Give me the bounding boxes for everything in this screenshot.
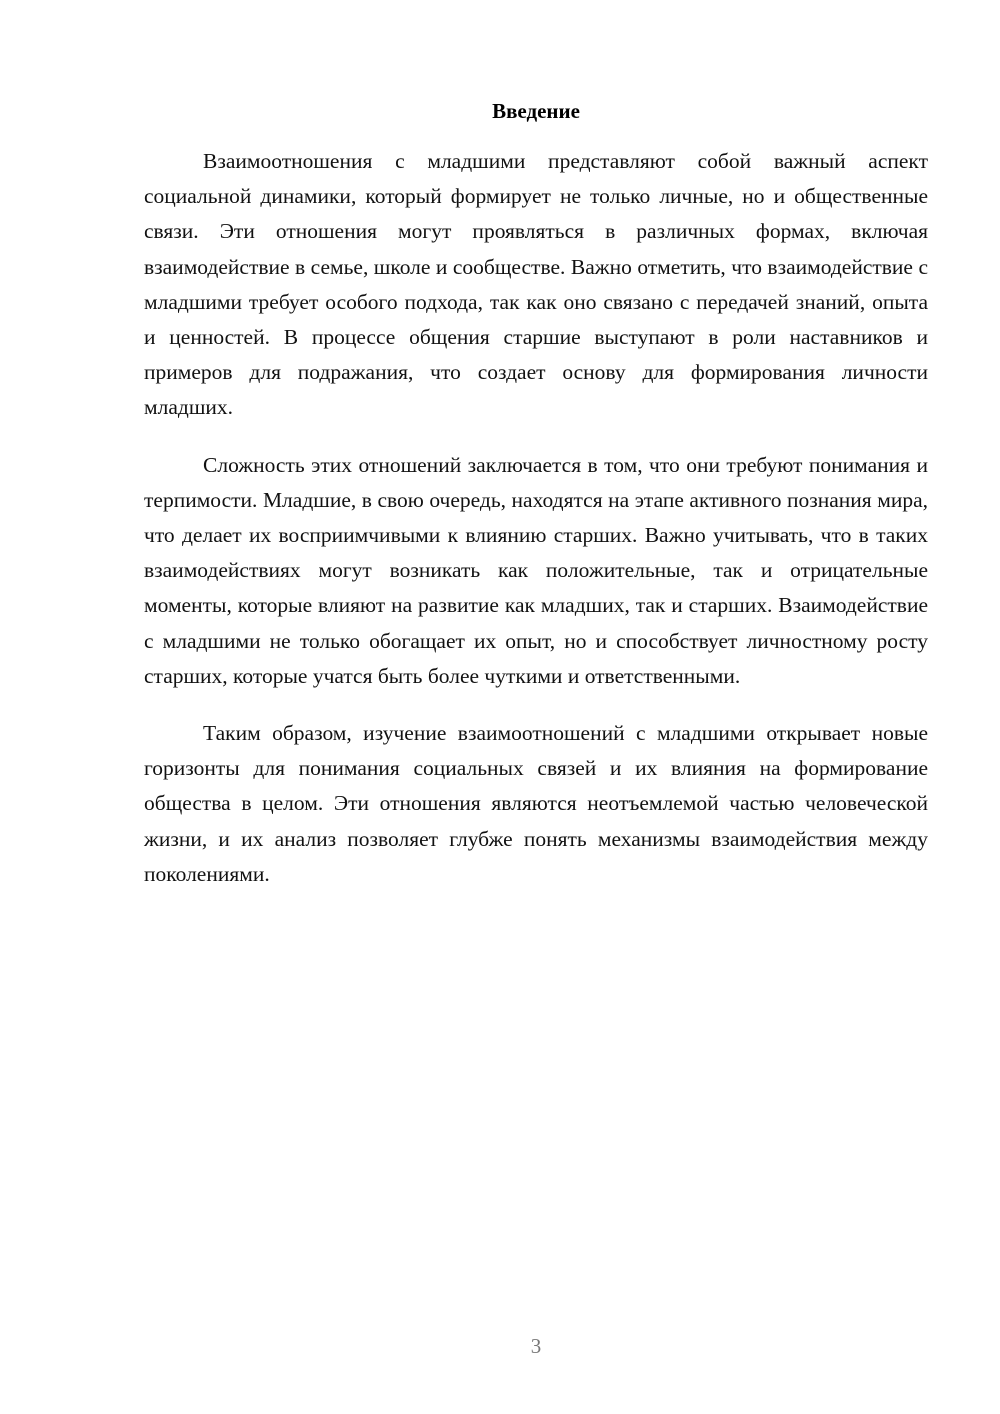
page-number: 3 — [530, 1334, 542, 1358]
section-heading: Введение — [492, 99, 580, 123]
paragraph-3: Таким образом, изучение взаимоотношений с младшими открывает новые горизонты для понимания социальных связей и их влияния на формирование общества в целом. Эти отношения являются неотъемлемой частью человеческой жизни, и их анализ позволяет глубже понять механизмы взаимодействия между поколениями. — [144, 721, 928, 886]
paragraph-2: Сложность этих отношений заключается в том, что они требуют понимания и терпимости. Младшие, в свою очередь, находятся на этапе активного познания мира, что делает их восприимчивыми к влиянию старших. Важно учитывать, что в таких взаимодействиях могут возникать как положительные, так и отрицательные моменты, которые влияют на развитие как младших, так и старших. Взаимодействие с младшими не только обогащает их опыт, но и способствует личностному росту старших, которые учатся быть более чуткими и ответственными. — [144, 452, 928, 688]
paragraph-1: Взаимоотношения с младшими представляют собой важный аспект социальной динамики, который формирует не только личные, но и общественные связи. Эти отношения могут проявляться в различных формах, включая взаимодействие в семье, школе и сообществе. Важно отметить, что взаимодействие с младшими требует особого подхода, так как оно связано с передачей знаний, опыта и ценностей. В процессе общения старшие выступают в роли наставников и примеров для подражания, что создает основу для формирования личности младших. — [144, 149, 928, 420]
body-text — [144, 144, 928, 892]
